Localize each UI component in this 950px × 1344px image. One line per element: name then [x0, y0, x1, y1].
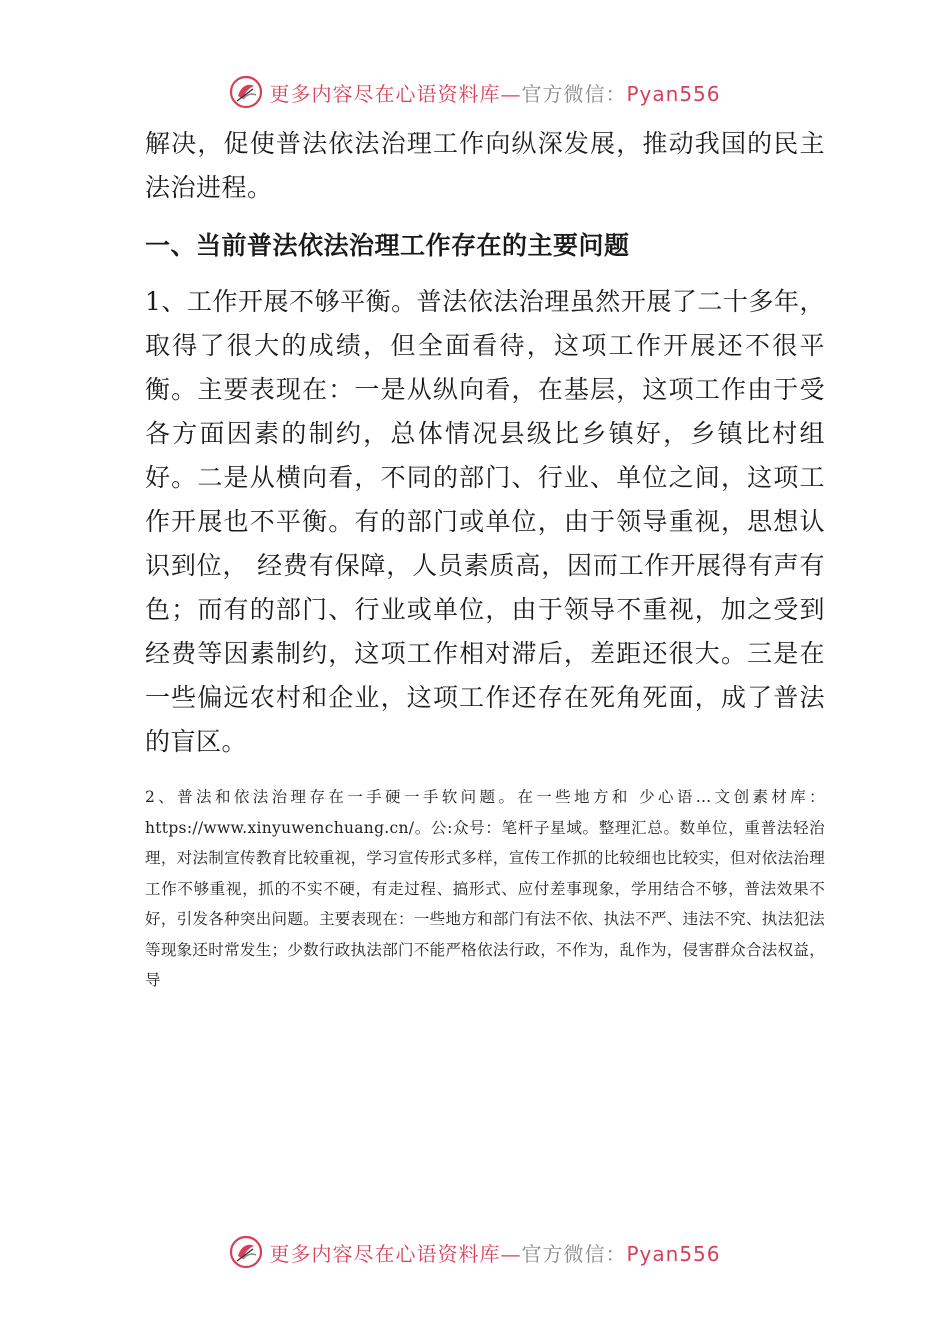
paragraph-1: 1、工作开展不够平衡。普法依法治理虽然开展了二十多年，取得了很大的成绩，但全面看待，这项工作开展还不很平衡。主要表现在：一是从纵向看，在基层，这项工作由于受各方面因素的制约，总体情况县级比乡镇好，乡镇比村组好。二是从横向看，不同的部门、行业、单位之间，这项工作开展也不平衡。有的部门或单位，由于领导重视，思想认识到位， 经费有保障，人员素质高，因而工作开展得有声有色；而有的部门、行业或单位，由于领导不重视，加之受到经费等因素制约，这项工作相对滞后，差距还很大。三是在一些偏远农村和企业，这项工作还存在死角死面，成了普法的盲区。 [145, 287, 825, 756]
banner-text [269, 1238, 720, 1267]
lotus-logo-icon [229, 1235, 263, 1269]
paragraph-2: 2、普法和依法治理存在一手硬一手软问题。在一些地方和 少心语…文创素材库：https://www.xinyuwenchuang.cn/。公:众号：笔杆子星域。整理汇总。数单位，重普法轻治理，对法制宣传教育比较重视，学习宣传形式多样，宣传工作抓的比较细也比较实，但对依法治理工作不够重视，抓的不实不硬，有走过程、搞形式、应付差事现象，学用结合不够，普法效果不好，引发各种突出问题。主要表现在：一些地方和部门有法不依、执法不严、违法不究、执法犯法等现象还时常发生；少数行政执法部门不能严格依法行政，不作为，乱作为，侵害群众合法权益，导 [145, 788, 825, 989]
banner-dash: — [500, 1241, 522, 1266]
banner-wechat-id: Pyan556 [626, 81, 721, 106]
banner-wechat-label: 官方微信： [521, 1241, 627, 1266]
banner-site-name: 更多内容尽在心语资料库 [269, 1241, 501, 1266]
banner-text [269, 78, 720, 107]
intro-paragraph: 解决，促使普法依法治理工作向纵深发展，推动我国的民主法治进程。 [145, 129, 825, 202]
banner-dash: — [500, 81, 522, 106]
banner-wechat-id: Pyan556 [626, 1241, 721, 1266]
section-heading: 一、当前普法依法治理工作存在的主要问题 [145, 231, 630, 260]
banner-wechat-label: 官方微信： [521, 81, 627, 106]
footer-banner [0, 1232, 950, 1272]
header-banner [0, 72, 950, 112]
lotus-logo-icon [229, 75, 263, 109]
banner-site-name: 更多内容尽在心语资料库 [269, 81, 501, 106]
document-body [145, 122, 825, 996]
